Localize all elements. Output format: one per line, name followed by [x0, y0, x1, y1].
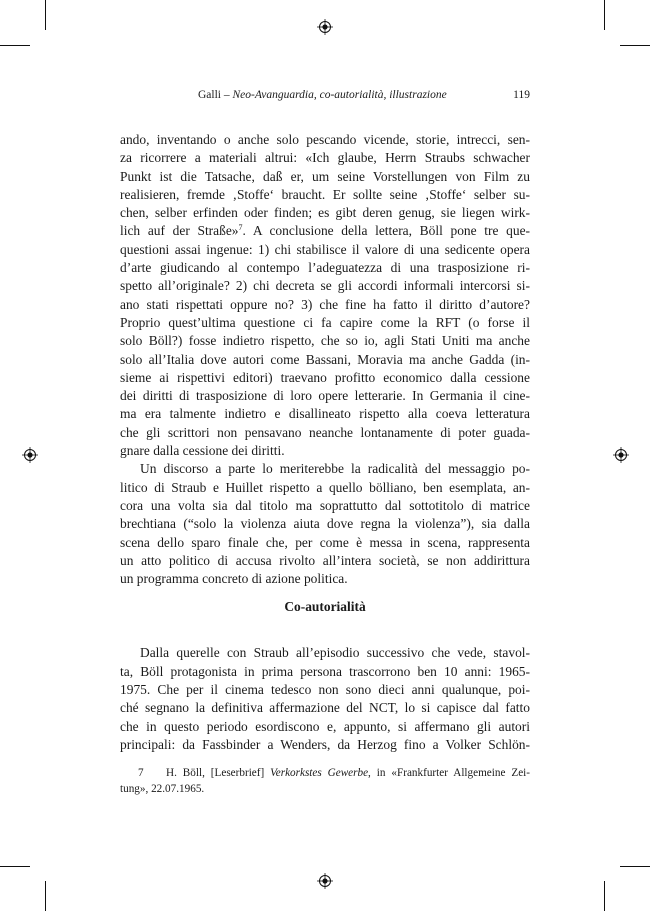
- text-line: brechtiana (“solo la violenza aiuta dove regna la violenza”), sia dalla: [120, 516, 530, 532]
- text-line: un atto politico di accusa rivolto all’intera società, se non addirittura: [120, 552, 530, 568]
- section-heading: Co-autorialità: [284, 599, 366, 614]
- crop-mark: [604, 881, 605, 911]
- crop-mark: [0, 866, 30, 867]
- crop-mark: [45, 881, 46, 911]
- crop-mark: [620, 45, 650, 46]
- text-line: ta, Böll protagonista in prima persona trascorrono ben 10 anni: 1965-: [120, 663, 530, 679]
- text-line: dei diritti di trasposizione di loro opere letterarie. In Germania il cine-: [120, 388, 530, 404]
- text-line: litico di Straub e Huillet rispetto a quello bölliano, ben esemplata, an-: [120, 479, 530, 495]
- header-work-title: Neo-Avanguardia, co-autorialità, illustrazione: [232, 89, 447, 101]
- crop-mark: [604, 0, 605, 30]
- footnote-line: 7 H. Böll, [Leserbrief] Verkorkstes Gewerbe, in «Frankfurter Allgemeine Zei-: [138, 767, 531, 779]
- text-line: ma era talmente indietro e disallineato rispetto alla coeva letteratura: [120, 406, 530, 422]
- text-line: principali: da Fassbinder a Wenders, da Herzog fino a Volker Schlön-: [120, 736, 530, 752]
- crop-mark: [0, 45, 30, 46]
- crop-mark: [620, 866, 650, 867]
- text-line: chen, selber erfinden oder finden; es gibt deren genug, sie liegen wirk-: [120, 205, 530, 221]
- text-line: cora una volta sia dal titolo ma soprattutto dal sottotitolo di matrice: [120, 497, 530, 513]
- registration-mark-icon: [613, 447, 629, 463]
- text-fragment: . A conclusione della lettera, Böll pone tre que-: [242, 223, 531, 239]
- text-line: 1975. Che per il cinema tedesco non sono dieci anni qualunque, poi-: [120, 682, 530, 698]
- header-title: [198, 89, 447, 101]
- text-line: Un discorso a parte lo meriterebbe la radicalità del messaggio po-: [140, 461, 530, 477]
- text-line: ando, inventando o anche solo pescando vicende, storie, intrecci, sen-: [120, 132, 530, 147]
- footnote-work-title: Verkorkstes Gewerbe: [270, 767, 369, 779]
- crop-mark: [45, 0, 46, 30]
- text-line: realisieren, fremde ‚Stoffe‘ braucht. Er sollte seine ‚Stoffe‘ selber su-: [120, 186, 530, 202]
- registration-mark-icon: [22, 447, 38, 463]
- registration-mark-icon: [317, 19, 333, 35]
- text-line: questioni assai ingenue: 1) chi stabilisce il valore di una sedicente opera: [120, 241, 530, 257]
- text-line: Dalla querelle con Straub all’episodio successivo che vede, stavol-: [140, 645, 530, 661]
- text-line: solo all’Italia dove autori come Bassani, Moravia ma anche Gadda (in-: [120, 351, 530, 367]
- footnote-ref[interactable]: 7: [238, 223, 243, 233]
- text-line: un programma concreto di azione politica.: [120, 571, 348, 587]
- text-fragment: lich auf der Straße»: [120, 223, 239, 239]
- text-line: spetto all’originale? 2) chi decreta se gli accordi informali intercorsi si-: [120, 278, 530, 294]
- footnote: [120, 766, 530, 797]
- text-line: Punkt ist die Tatsache, daß er, um seine Vorstellungen von Film zu: [120, 168, 530, 184]
- text-line: gnare dalla cessione dei diritti.: [120, 443, 285, 459]
- text-line: solo Böll?) fosse indietro rispetto, che so io, agli Stati Uniti ma anche: [120, 333, 530, 349]
- text-line: che in questo periodo esordiscono e, appunto, si affermano gli autori: [120, 718, 530, 734]
- section-body-text: [120, 631, 530, 768]
- page-number: 119: [513, 89, 530, 101]
- footnote-line: tung», 22.07.1965.: [120, 782, 205, 795]
- paragraph-3: [120, 644, 530, 754]
- running-header: [120, 89, 530, 105]
- text-line: sieme ai rispettivi editori) traevano profitto economico dalla cessione: [120, 369, 530, 385]
- text-line-with-footnote: [120, 222, 530, 240]
- text-line: Proprio quest’ultima questione ci fa capire come la RFT (o forse il: [120, 314, 530, 330]
- text-line: za ricorrere a materiali altrui: «Ich glaube, Herrn Straubs schwacher: [120, 150, 530, 166]
- text-line: ano stati rispettati oppure no? 3) che fine ha fatto il diritto d’autore?: [120, 296, 530, 312]
- footnote-source: , in «Frankfurter Allgemeine Zei-: [368, 767, 531, 779]
- header-author: Galli –: [198, 89, 233, 101]
- registration-mark-icon: [317, 873, 333, 889]
- footnote-author: H. Böll, [Leserbrief]: [166, 767, 271, 779]
- paragraph-2: [120, 460, 530, 588]
- text-line: d’arte giudicando al contempo l’adeguatezza di una trasposizione ri-: [120, 260, 530, 276]
- text-line: ché segnano la definitiva affermazione del NCT, lo si capisce dal fatto: [120, 700, 530, 716]
- text-line: scena dello sparo finale che, per come è messa in scena, rappresenta: [120, 534, 530, 550]
- paragraph-1: [120, 131, 530, 460]
- text-line: che gli scrittori non pensavano neanche lontanamente di poter guada-: [120, 424, 530, 440]
- body-text: [120, 131, 530, 588]
